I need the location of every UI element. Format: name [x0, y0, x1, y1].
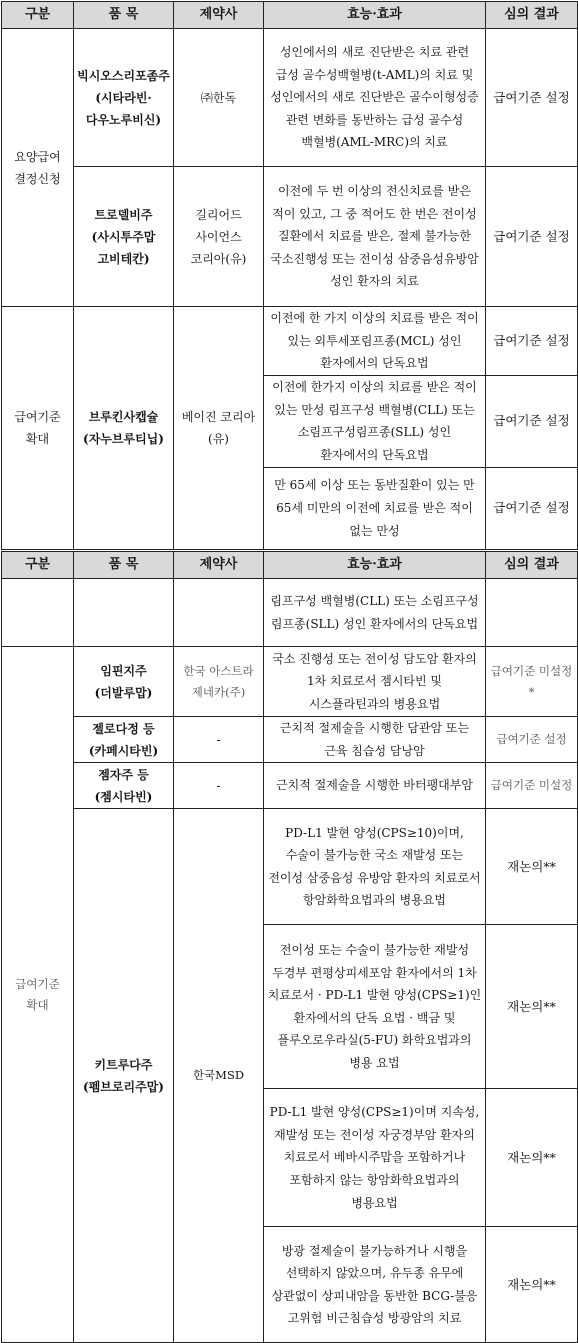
result-cell: 재논의**: [486, 1089, 578, 1227]
header-company: 제약사: [174, 552, 264, 579]
company-cell: ㈜한독: [174, 29, 264, 167]
header-company: 제약사: [174, 2, 264, 29]
empty-cell: [486, 579, 578, 647]
table-row: [2, 29, 578, 167]
company-cell: -: [174, 717, 264, 763]
efficacy-cell: 방광 절제술이 불가능하거나 시행을 선택하지 않았으며, 유두종 유무에 상관없이 상피내암을 동반한 BCG-불응 고위험 비근침습성 방광암의 치료: [264, 1227, 486, 1343]
header-product: 품 목: [74, 2, 174, 29]
header-category: 구분: [2, 2, 74, 29]
header-product: 품 목: [74, 552, 174, 579]
company-cell: 한국 아스트라 제네카(주): [174, 647, 264, 717]
table-header-row: [2, 552, 578, 579]
result-cell: 급여기준 설정: [486, 467, 578, 549]
efficacy-continuation-cell: 림프구성 백혈병(CLL) 또는 소림프구성 림프종(SLL) 성인 환자에서의 단독요법: [264, 579, 486, 647]
result-cell: 재논의**: [486, 925, 578, 1089]
product-cell: 빅시오스리포좀주 (시타라빈· 다우노루비신): [74, 29, 174, 167]
result-cell: 급여기준 설정: [486, 375, 578, 467]
result-cell: 급여기준 설정: [486, 167, 578, 307]
result-cell: 급여기준 설정: [486, 717, 578, 763]
result-cell: 급여기준 설정: [486, 307, 578, 376]
efficacy-cell: PD-L1 발현 양성(CPS≥10)이며, 수술이 불가능한 국소 재발성 또는 전이성 삼중음성 유방암 환자의 치료로서 항암화학요법과의 병용요법: [264, 809, 486, 925]
result-cell: 급여기준 미설정: [486, 763, 578, 809]
efficacy-cell: 이전에 두 번 이상의 전신치료를 받은 적이 있고, 그 중 적어도 한 번은 전이성 질환에서 치료를 받은, 절제 불가능한 국소진행성 또는 전이성 삼중음성유방암 성인 환자의 치료: [264, 167, 486, 307]
table-header-row: [2, 2, 578, 29]
header-result: 심의 결과: [486, 552, 578, 579]
efficacy-cell: 근치적 절제술을 시행한 바터팽대부암: [264, 763, 486, 809]
efficacy-cell: 국소 진행성 또는 전이성 담도암 환자의 1차 치료로서 젬시타빈 및 시스플라틴과의 병용요법: [264, 647, 486, 717]
table-row: [2, 763, 578, 809]
efficacy-cell: 이전에 한 가지 이상의 치료를 받은 적이 있는 외투세포림프종(MCL) 성인 환자에서의 단독요법: [264, 307, 486, 376]
table-row: [2, 167, 578, 307]
company-cell: 한국MSD: [174, 809, 264, 1343]
empty-cell: [2, 579, 74, 647]
result-cell: 재논의**: [486, 1227, 578, 1343]
result-cell: 재논의**: [486, 809, 578, 925]
result-cell: 급여기준 설정: [486, 29, 578, 167]
table-row: [2, 647, 578, 717]
product-cell: 젬자주 등 (젬시타빈): [74, 763, 174, 809]
product-cell: 트로델비주 (사시투주맙 고비테칸): [74, 167, 174, 307]
category-cell: 급여기준 확대: [2, 307, 74, 550]
category-cell: 급여기준 확대: [2, 647, 74, 1343]
efficacy-cell: 만 65세 이상 또는 동반질환이 있는 만 65세 미만의 이전에 치료를 받은 적이 없는 만성: [264, 467, 486, 549]
efficacy-cell: 성인에서의 새로 진단받은 치료 관련 급성 골수성백혈병(t-AML)의 치료 및 성인에서의 새로 진단받은 골수이형성증 관련 변화를 동반하는 급성 골수성 백혈병(AML-MRC)의 치료: [264, 29, 486, 167]
empty-cell: [74, 579, 174, 647]
efficacy-cell: 이전에 한가지 이상의 치료를 받은 적이 있는 만성 림프구성 백혈병(CLL) 또는 소림프구성림프종(SLL) 성인 환자에서의 단독요법: [264, 375, 486, 467]
header-efficacy: 효능·효과: [264, 552, 486, 579]
review-table-1: [1, 1, 578, 550]
result-cell: 급여기준 미설정*: [486, 647, 578, 717]
table-row: [2, 717, 578, 763]
efficacy-cell: 근치적 절제술을 시행한 담관암 또는 근육 침습성 담낭암: [264, 717, 486, 763]
empty-cell: [174, 579, 264, 647]
header-result: 심의 결과: [486, 2, 578, 29]
product-cell: 젤로다정 등 (카페시타빈): [74, 717, 174, 763]
product-cell: 키트루다주 (펨브로리주맙): [74, 809, 174, 1343]
product-cell: 임핀지주 (더발루맙): [74, 647, 174, 717]
table-row: [2, 307, 578, 376]
category-cell: 요양급여 결정신청: [2, 29, 74, 307]
table-row: [2, 809, 578, 925]
company-cell: 베이진 코리아(유): [174, 307, 264, 550]
efficacy-cell: 전이성 또는 수술이 불가능한 재발성 두경부 편평상피세포암 환자에서의 1차 치료로서 · PD-L1 발현 양성(CPS≥1)인 환자에서의 단독 요법 · 백금 및 플루오로우라실(5-FU) 화학요법과의 병용 요법: [264, 925, 486, 1089]
efficacy-cell: PD-L1 발현 양성(CPS≥1)이며 지속성, 재발성 또는 전이성 자궁경부암 환자의 치료로서 베바시주맙을 포함하거나 포함하지 않는 항암화학요법과의 병용요법: [264, 1089, 486, 1227]
header-category: 구분: [2, 552, 74, 579]
review-table-2: [1, 551, 578, 1343]
table-row: [2, 579, 578, 647]
header-efficacy: 효능·효과: [264, 2, 486, 29]
company-cell: 길리어드 사이언스 코리아(유): [174, 167, 264, 307]
company-cell: -: [174, 763, 264, 809]
product-cell: 브루킨사캡슐 (자누브루티닙): [74, 307, 174, 550]
